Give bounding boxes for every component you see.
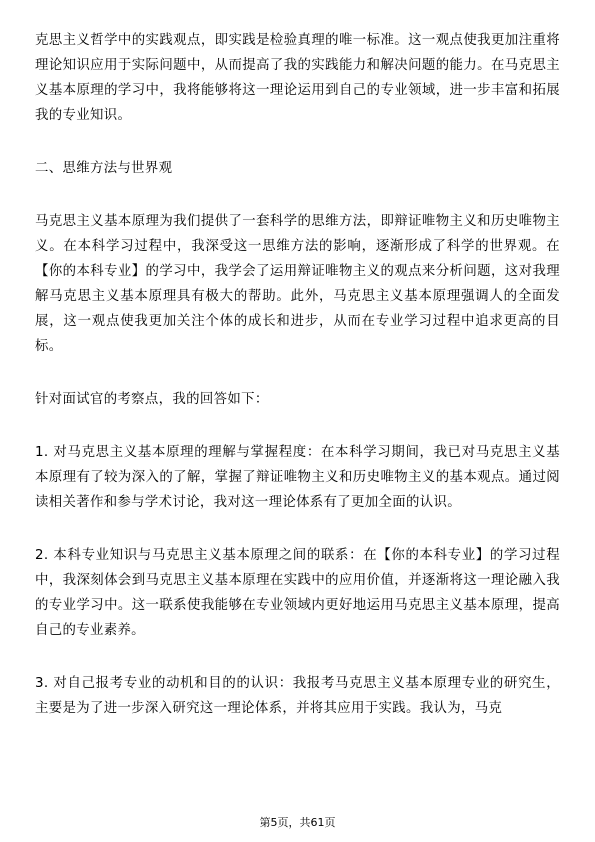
paragraph-thinking-method: 马克思主义基本原理为我们提供了一套科学的思维方法，即辩证唯物主义和历史唯物主义。在本科学习过程中，我深受这一思维方法的影响，逐渐形成了科学的世界观。在【你的本科专业】的学习中，我学会了运用辩证唯物主义的观点来分析问题，这对我理解马克思主义基本原理具有极大的帮助。此外，马克思主义基本原理强调人的全面发展，这一观点使我更加关注个体的成长和进步，从而在专业学习过程中追求更高的目标。: [35, 214, 560, 354]
paragraph-answer-3: 3. 对自己报考专业的动机和目的的认识：我报考马克思主义基本原理专业的研究生，主要是为了进一步深入研究这一理论体系，并将其应用于实践。我认为，马克: [35, 676, 560, 716]
page-number-footer: 第5页，共61页: [259, 816, 336, 829]
section-heading-thinking-method: 二、思维方法与世界观: [35, 161, 173, 176]
paragraph-answer-2: 2. 本科专业知识与马克思主义基本原理之间的联系：在【你的本科专业】的学习过程中，我深刻体会到马克思主义基本原理在实践中的应用价值，并逐渐将这一理论融入我的专业学习中。这一联系使我能够在专业领域内更好地运用马克思主义基本原理，提高自己的专业素养。: [35, 548, 560, 638]
paragraph-practice-view: 克思主义哲学中的实践观点，即实践是检验真理的唯一标准。这一观点使我更加注重将理论知识应用于实际问题中，从而提高了我的实践能力和解决问题的能力。在马克思主义基本原理的学习中，我将能够将这一理论运用到自己的专业领域，进一步丰富和拓展我的专业知识。: [35, 33, 560, 123]
document-body: [35, 28, 560, 749]
paragraph-answer-intro: 针对面试官的考察点，我的回答如下：: [35, 392, 269, 407]
paragraph-answer-1: 1. 对马克思主义基本原理的理解与掌握程度：在本科学习期间，我已对马克思主义基本原理有了较为深入的了解，掌握了辩证唯物主义和历史唯物主义的基本观点。通过阅读相关著作和参与学术讨论，我对这一理论体系有了更加全面的认识。: [35, 445, 560, 510]
